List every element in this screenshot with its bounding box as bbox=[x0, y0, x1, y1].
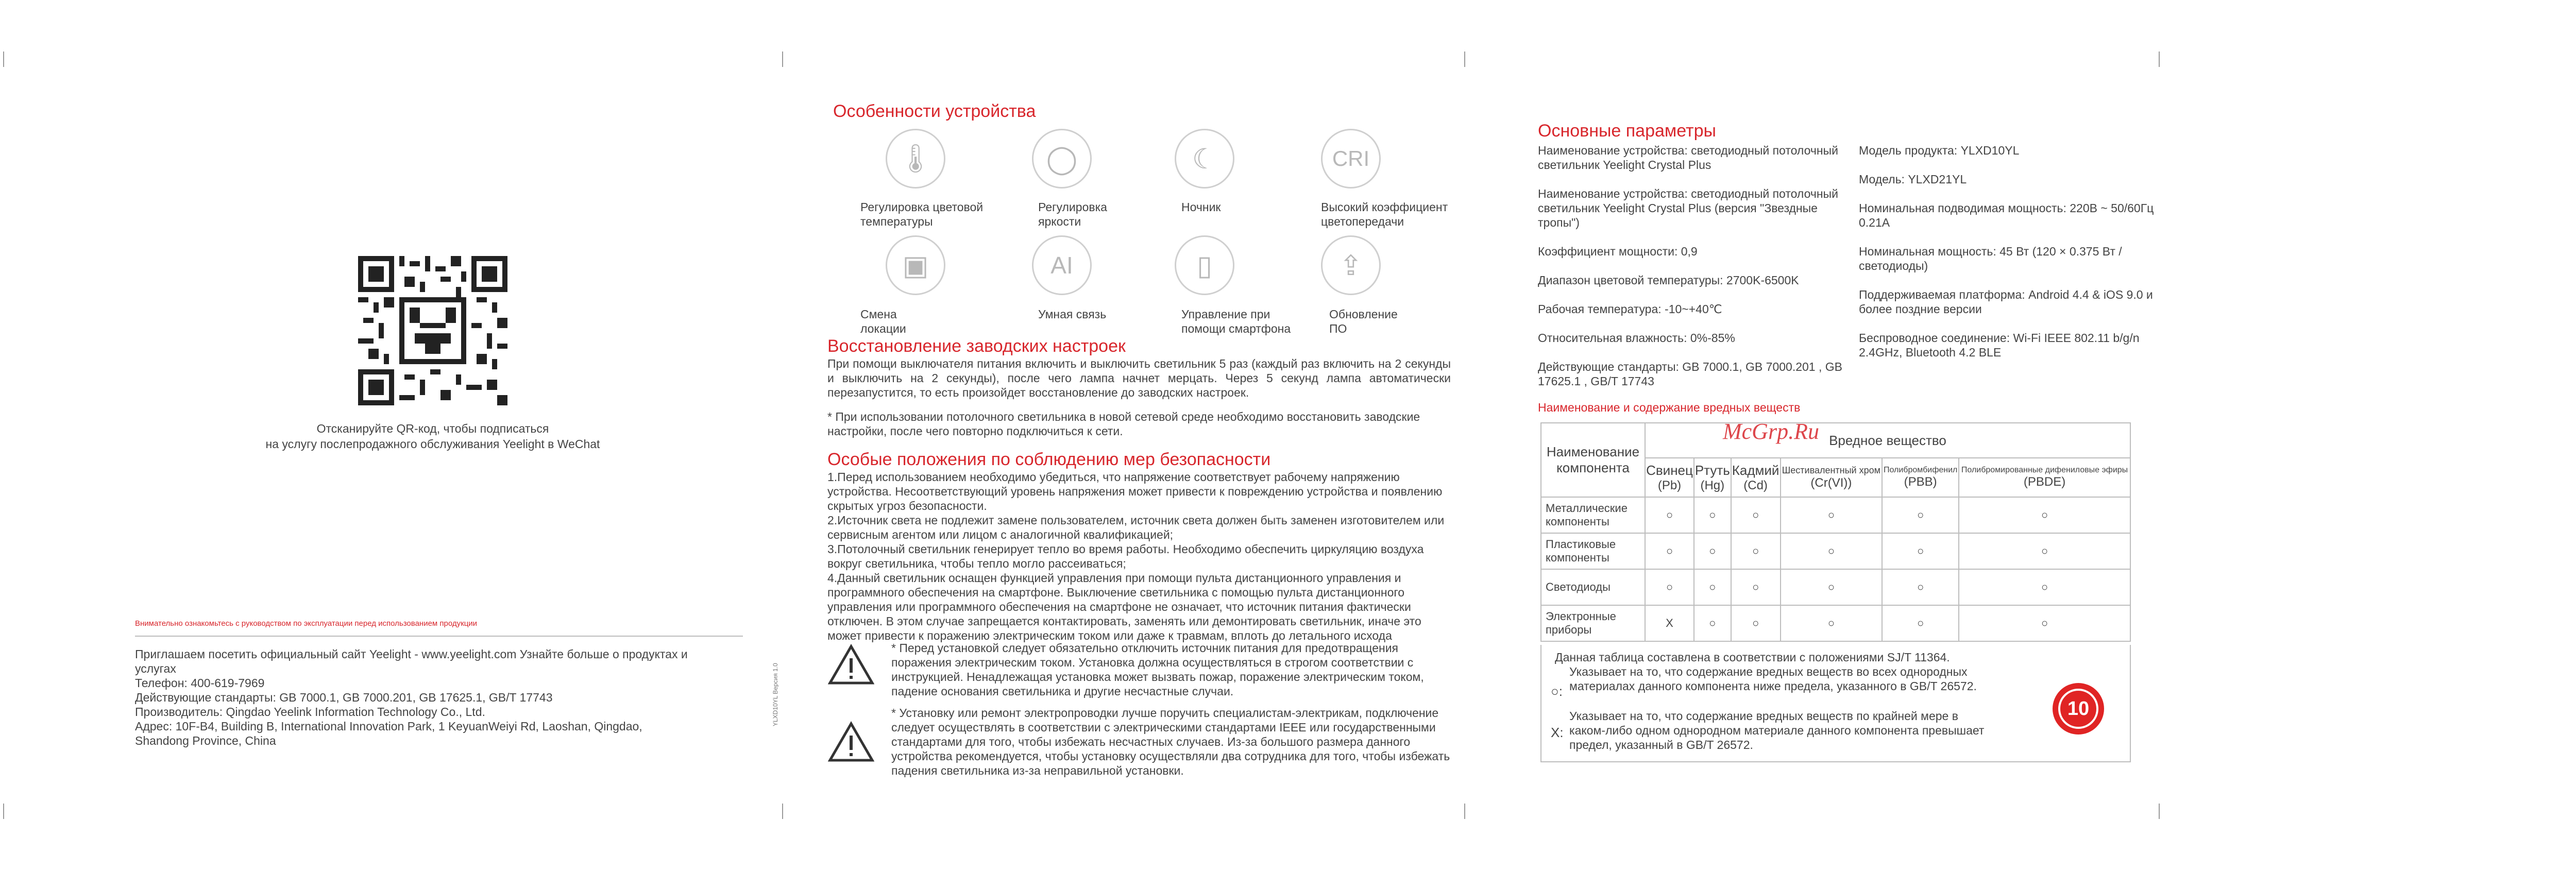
hazard-header-component: Наименование компонента bbox=[1541, 423, 1645, 497]
substance-name: Кадмий bbox=[1732, 462, 1780, 478]
hazard-cell: ○ bbox=[1731, 533, 1781, 569]
smartphone-icon bbox=[1175, 235, 1234, 295]
feature-label: Обновление ПО bbox=[1329, 308, 1398, 335]
watermark: McGrp.Ru bbox=[1723, 419, 1819, 444]
feature-label: Регулировка яркости bbox=[1038, 200, 1107, 228]
hazard-cell: ○ bbox=[1694, 605, 1731, 641]
hazard-cell: ○ bbox=[1959, 569, 2130, 605]
crop-mark bbox=[3, 52, 4, 67]
hazard-cell: ○ bbox=[1731, 497, 1781, 533]
substance-name: Свинец bbox=[1646, 462, 1693, 478]
warning-wiring: * Установку или ремонт электропроводки лучше поручить специалистам-электрикам, подключение следует осуществлять в соответствии с электрическими стандартами IEEE или государственными стандартами для того, чтобы избежать несчастных случаев. Из-за большого размера данного устройства рекомендуется, чтобы установку осуществляли два сотрудника для того, чтобы избежать падения светильника из-за неправильной установки. bbox=[891, 706, 1450, 777]
param-item: Модель продукта: YLXD10YL bbox=[1859, 144, 2020, 157]
feature-label: Смена локации bbox=[860, 308, 906, 335]
crop-mark bbox=[1464, 52, 1465, 67]
substance-name: Шестивалентный хром bbox=[1782, 465, 1881, 475]
feature-label: Высокий коэффициент цветопередачи bbox=[1321, 200, 1448, 228]
restore-heading: Восстановление заводских настроек bbox=[827, 336, 1126, 356]
hazard-cell: ○ bbox=[1781, 605, 1883, 641]
hazard-cell: ○ bbox=[1882, 569, 1959, 605]
param-item: Наименование устройства: светодиодный потолочный светильник Yeelight Crystal Plus bbox=[1538, 144, 1838, 172]
feature-label: Управление при помощи смартфона bbox=[1181, 308, 1291, 335]
hazard-cell: ○ bbox=[1882, 497, 1959, 533]
footer-line: Shandong Province, China bbox=[135, 734, 276, 747]
hazard-note-o: Указывает на то, что содержание вредных веществ во всех однородных материалах данного компонента ниже предела, указанного в GB/T 26572. bbox=[1569, 665, 1977, 693]
param-item: Наименование устройства: светодиодный потолочный светильник Yeelight Crystal Plus (версия "Звездные тропы") bbox=[1538, 187, 1838, 229]
eco-period-number: 10 bbox=[2058, 689, 2098, 729]
firmware-icon bbox=[1321, 235, 1381, 295]
crop-mark bbox=[1464, 804, 1465, 819]
qr-code bbox=[358, 256, 507, 405]
footer-line: Адрес: 10F-B4, Building B, International Innovation Park, 1 KeyuanWeiyi Rd, Laoshan, Qingdao, bbox=[135, 720, 642, 733]
param-item: Номинальная подводимая мощность: 220В ~ 50/60Гц 0.21А bbox=[1859, 201, 2154, 229]
smartphone-icon-glyph: ▯ bbox=[1197, 250, 1212, 281]
divider bbox=[135, 636, 743, 637]
hazard-row-label: Светодиоды bbox=[1541, 569, 1645, 605]
substance-header bbox=[1645, 458, 1694, 497]
thermometer-icon-glyph: 🌡 bbox=[897, 143, 934, 174]
hazard-cell: X bbox=[1645, 605, 1694, 641]
eco-period-badge bbox=[2053, 683, 2104, 735]
hazard-note-o-symbol: ○: bbox=[1551, 684, 1563, 699]
cri-icon bbox=[1321, 129, 1381, 189]
hazard-note-intro: Данная таблица составлена в соответствии с положениями SJ/T 11364. bbox=[1555, 651, 1950, 664]
hazard-cell: ○ bbox=[1694, 569, 1731, 605]
safety-text: 1.Перед использованием необходимо убедиться, что напряжение соответствует рабочему напряжению устройства. Несоответствующий уровень напряжения может привести к повреждению устройства и появлению скрытых угроз безопасности. 2.Источник света не подлежит замене пользователем, источник света должен быть заменен изготовителем или сервисным агентом или лицом с аналогичной квалификацией; 3.Потолочный светильник генерирует тепло во время работы. Необходимо обеспечить циркуляцию воздуха вокруг светильника, чтобы тепло могло рассеиваться; 4.Данный светильник оснащен функцией управления при помощи пульта дистанционного управления и программного обеспечения на смартфоне. Выключение светильника с помощью пульта дистанционного управления или программного обеспечения на смартфоне не означает, что источник питания фактически отключен. В этом случае запрещается контактировать, заменять или демонтировать светильник, иначе это может привести к поражению электрическим током или даже к травмам, вплоть до летального исхода bbox=[827, 470, 1445, 642]
scene-icon bbox=[886, 235, 945, 295]
substance-symbol: (PBB) bbox=[1904, 475, 1937, 489]
ai-icon-glyph: AI bbox=[1050, 252, 1073, 279]
hazard-note-x: Указывает на то, что содержание вредных веществ по крайней мере в каком-либо одном однородном материале данного компонента превышает предел, указанный в GB/T 26572. bbox=[1569, 709, 1985, 752]
cri-icon-glyph: CRI bbox=[1332, 146, 1370, 170]
feature-label: Умная связь bbox=[1038, 308, 1107, 321]
left-footer bbox=[135, 647, 743, 748]
warning-install: * Перед установкой следует обязательно отключить источник питания для предотвращения поражения электрическим током. Установка должна осуществляться в строгом соответствии с инструкцией. Ненадлежащая установка может вызвать пожар, поражение электрическим током, падение основания светильника и другие несчастные случаи. bbox=[891, 641, 1424, 698]
hazard-note-x-symbol: X: bbox=[1551, 725, 1564, 740]
substance-header bbox=[1882, 458, 1959, 497]
hazard-row-label: Металлические компоненты bbox=[1541, 497, 1645, 533]
hazard-cell: ○ bbox=[1959, 497, 2130, 533]
params-right-column bbox=[1859, 143, 2158, 374]
warning-icon bbox=[828, 644, 874, 685]
crop-mark bbox=[3, 804, 4, 819]
param-item: Коэффициент мощности: 0,9 bbox=[1538, 245, 1698, 258]
hazard-row-label: Электронные приборы bbox=[1541, 605, 1645, 641]
footer-line: Телефон: 400-619-7969 bbox=[135, 676, 265, 690]
features-heading: Особенности устройства bbox=[833, 101, 1036, 121]
substance-header bbox=[1731, 458, 1781, 497]
usage-notice: Внимательно ознакомьтесь с руководством по эксплуатации перед использованием продукции bbox=[135, 619, 478, 628]
qr-caption-line-1: Отсканируйте QR-код, чтобы подписаться bbox=[316, 422, 549, 435]
footer-line: услугах bbox=[135, 662, 176, 675]
version-code: YLXD10YL Версия 1.0 bbox=[772, 663, 779, 726]
brightness-icon bbox=[1032, 129, 1092, 189]
param-item: Действующие стандарты: GB 7000.1, GB 7000.201 , GB 17625.1 , GB/T 17743 bbox=[1538, 360, 1842, 388]
feature-label: Ночник bbox=[1181, 200, 1221, 214]
hazard-cell: ○ bbox=[1882, 605, 1959, 641]
substance-symbol: (PBDE) bbox=[2023, 475, 2066, 489]
crop-mark bbox=[782, 804, 783, 819]
param-item: Поддерживаемая платформа: Android 4.4 & iOS 9.0 и более поздние версии bbox=[1859, 288, 2153, 316]
scene-icon-glyph: ▣ bbox=[902, 250, 929, 281]
hazard-cell: ○ bbox=[1694, 533, 1731, 569]
hazard-cell: ○ bbox=[1731, 569, 1781, 605]
substance-header bbox=[1781, 458, 1883, 497]
substance-header bbox=[1959, 458, 2130, 497]
qr-caption-line-2: на услугу послепродажного обслуживания Yeelight в WeChat bbox=[265, 437, 600, 451]
param-item: Беспроводное соединение: Wi-Fi IEEE 802.11 b/g/n 2.4GHz, Bluetooth 4.2 BLE bbox=[1859, 331, 2140, 359]
restore-text: При помощи выключателя питания включить и выключить светильник 5 раз (каждый раз включить на 2 секунды и выключить на 2 секунды), после чего лампа начнет мерцать. Через 5 секунд лампа автоматически перезапустится, то есть произойдет восстановление до заводских настроек. bbox=[827, 357, 1451, 399]
param-item: Номинальная мощность: 45 Вт (120 × 0.375 Вт / светодиоды) bbox=[1859, 245, 2122, 272]
moon-icon-glyph: ☾ bbox=[1192, 143, 1217, 175]
hazard-row-label: Пластиковые компоненты bbox=[1541, 533, 1645, 569]
hazard-cell: ○ bbox=[1694, 497, 1731, 533]
substance-header bbox=[1694, 458, 1731, 497]
thermometer-icon bbox=[886, 129, 945, 189]
hazard-cell: ○ bbox=[1882, 533, 1959, 569]
substance-symbol: (Pb) bbox=[1657, 478, 1682, 492]
crop-mark bbox=[2159, 52, 2160, 67]
hazard-cell: ○ bbox=[1959, 533, 2130, 569]
brightness-icon-glyph: ◯ bbox=[1046, 143, 1078, 175]
hazard-table bbox=[1540, 422, 2131, 642]
feature-label: Регулировка цветовой температуры bbox=[860, 200, 984, 228]
params-left-column bbox=[1538, 143, 1852, 403]
footer-line: Действующие стандарты: GB 7000.1, GB 7000.201, GB 17625.1, GB/T 17743 bbox=[135, 691, 553, 704]
footer-line: Производитель: Qingdao Yeelink Information Technology Co., Ltd. bbox=[135, 705, 485, 719]
hazard-cell: ○ bbox=[1781, 533, 1883, 569]
ai-icon bbox=[1032, 235, 1092, 295]
hazard-title: Наименование и содержание вредных веществ bbox=[1538, 401, 1801, 414]
hazard-cell: ○ bbox=[1645, 497, 1694, 533]
footer-line: Приглашаем посетить официальный сайт Yeelight - www.yeelight.com Узнайте больше о продуктах и bbox=[135, 647, 688, 661]
hazard-cell: ○ bbox=[1781, 569, 1883, 605]
params-heading: Основные параметры bbox=[1538, 121, 1716, 141]
hazard-cell: ○ bbox=[1959, 605, 2130, 641]
crop-mark bbox=[782, 52, 783, 67]
safety-heading: Особые положения по соблюдению мер безопасности bbox=[827, 450, 1271, 469]
crop-mark bbox=[2159, 804, 2160, 819]
hazard-cell: ○ bbox=[1645, 569, 1694, 605]
warning-icon bbox=[828, 721, 874, 762]
firmware-icon-glyph: ⇪ bbox=[1339, 250, 1363, 281]
hazard-cell: ○ bbox=[1731, 605, 1781, 641]
substance-symbol: (Cr(VI)) bbox=[1810, 475, 1852, 490]
substance-name: Полибромированные дифениловые эфиры bbox=[1961, 466, 2128, 474]
param-item: Относительная влажность: 0%-85% bbox=[1538, 331, 1735, 345]
param-item: Модель: YLXD21YL bbox=[1859, 173, 1967, 186]
param-item: Рабочая температура: -10~+40℃ bbox=[1538, 302, 1722, 316]
substance-symbol: (Hg) bbox=[1700, 478, 1725, 492]
hazard-header-group: Вредное вещество bbox=[1645, 423, 2130, 458]
hazard-cell: ○ bbox=[1645, 533, 1694, 569]
moon-icon bbox=[1175, 129, 1234, 189]
substance-name: Полибромбифенил bbox=[1883, 466, 1958, 474]
param-item: Диапазон цветовой температуры: 2700K-6500K bbox=[1538, 274, 1799, 287]
restore-note: * При использовании потолочного светильника в новой сетевой среде необходимо восстановить заводские настройки, после чего повторно подключиться к сети. bbox=[827, 410, 1420, 438]
substance-name: Ртуть bbox=[1694, 462, 1730, 478]
substance-symbol: (Cd) bbox=[1743, 478, 1768, 492]
hazard-cell: ○ bbox=[1781, 497, 1883, 533]
